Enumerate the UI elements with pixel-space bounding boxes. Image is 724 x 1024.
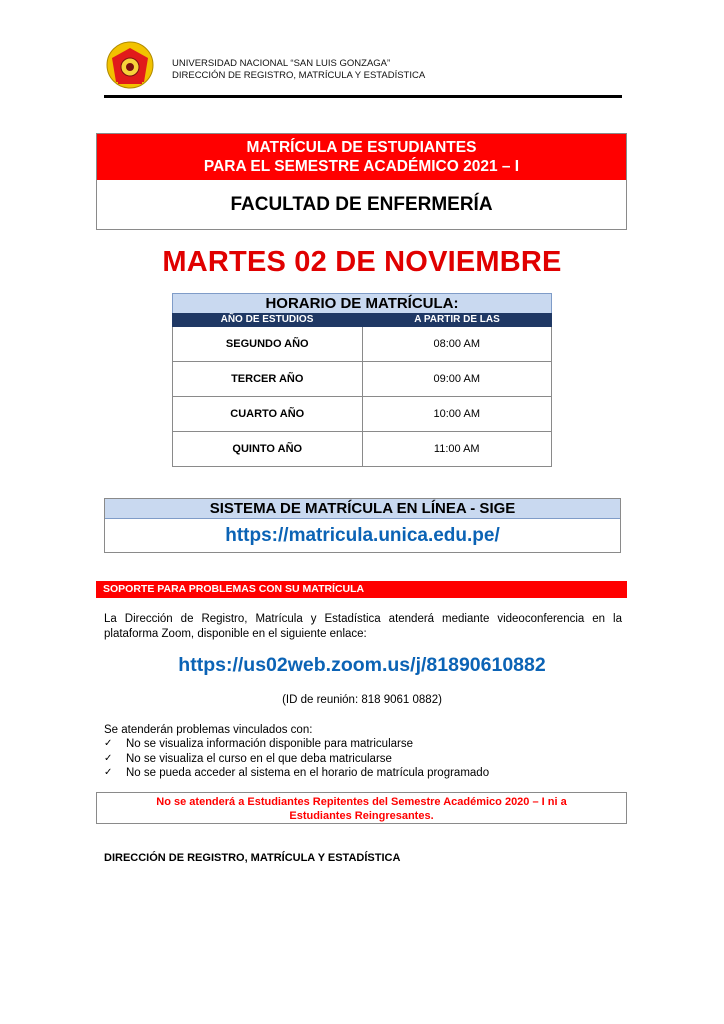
issue-text: No se visualiza el curso en el que deba matricularse	[126, 752, 392, 765]
header-text	[172, 58, 425, 82]
title-banner	[97, 134, 626, 180]
table-row	[172, 327, 552, 362]
header-divider	[104, 95, 622, 98]
list-item	[104, 737, 489, 752]
row-time: 11:00 AM	[433, 443, 480, 455]
check-icon: ✓	[104, 738, 113, 749]
enrollment-date: MARTES 02 DE NOVIEMBRE	[162, 246, 562, 278]
table-row	[172, 397, 552, 432]
column-header-time: A PARTIR DE LAS	[414, 314, 500, 325]
support-description: La Dirección de Registro, Matrícula y Estadística atenderá mediante videoconferencia en la plataforma Zoom, disponible en el siguiente enlace:	[104, 613, 622, 640]
table-row	[172, 432, 552, 467]
check-icon: ✓	[104, 767, 113, 778]
row-year: SEGUNDO AÑO	[173, 327, 363, 361]
table-row	[172, 362, 552, 397]
university-name: UNIVERSIDAD NACIONAL “SAN LUIS GONZAGA”	[172, 58, 391, 69]
list-item	[104, 766, 489, 781]
column-header-year: AÑO DE ESTUDIOS	[220, 314, 314, 325]
row-year: QUINTO AÑO	[173, 432, 363, 466]
zoom-link[interactable]: https://us02web.zoom.us/j/81890610882	[178, 654, 546, 676]
title-line-1: MATRÍCULA DE ESTUDIANTES	[246, 139, 477, 156]
signature: DIRECCIÓN DE REGISTRO, MATRÍCULA Y ESTADÍSTICA	[104, 852, 401, 864]
sige-title: SISTEMA DE MATRÍCULA EN LÍNEA - SIGE	[105, 499, 620, 519]
schedule-header	[172, 313, 552, 327]
issues-list	[104, 737, 489, 781]
sige-link[interactable]: https://matricula.unica.edu.pe/	[225, 525, 500, 546]
university-seal-icon	[104, 40, 156, 90]
list-item	[104, 752, 489, 767]
issues-intro: Se atenderán problemas vinculados con:	[104, 724, 313, 736]
warning-line-2: Estudiantes Reingresantes.	[289, 810, 434, 822]
sige-box	[104, 498, 621, 553]
meeting-id: (ID de reunión: 818 9061 0882)	[282, 694, 442, 706]
schedule-title: HORARIO DE MATRÍCULA:	[172, 293, 552, 313]
row-time: 09:00 AM	[433, 373, 480, 385]
issue-text: No se pueda acceder al sistema en el horario de matrícula programado	[126, 767, 490, 779]
support-banner: SOPORTE PARA PROBLEMAS CON SU MATRÍCULA	[96, 581, 627, 598]
warning-notice	[96, 792, 627, 824]
schedule-table	[172, 293, 552, 467]
issue-text: No se visualiza información disponible para matricularse	[126, 738, 413, 750]
faculty-name: FACULTAD DE ENFERMERÍA	[230, 194, 493, 215]
title-box	[96, 133, 627, 230]
row-year: TERCER AÑO	[173, 362, 363, 396]
warning-line-1: No se atenderá a Estudiantes Repitentes del Semestre Académico 2020 – I ni a	[156, 796, 567, 808]
check-icon: ✓	[104, 752, 113, 764]
row-year: CUARTO AÑO	[173, 397, 363, 431]
office-name: DIRECCIÓN DE REGISTRO, MATRÍCULA Y ESTADÍSTICA	[172, 70, 426, 81]
title-line-2: PARA EL SEMESTRE ACADÉMICO 2021 – I	[203, 158, 520, 175]
row-time: 08:00 AM	[433, 338, 480, 350]
row-time: 10:00 AM	[433, 408, 480, 420]
